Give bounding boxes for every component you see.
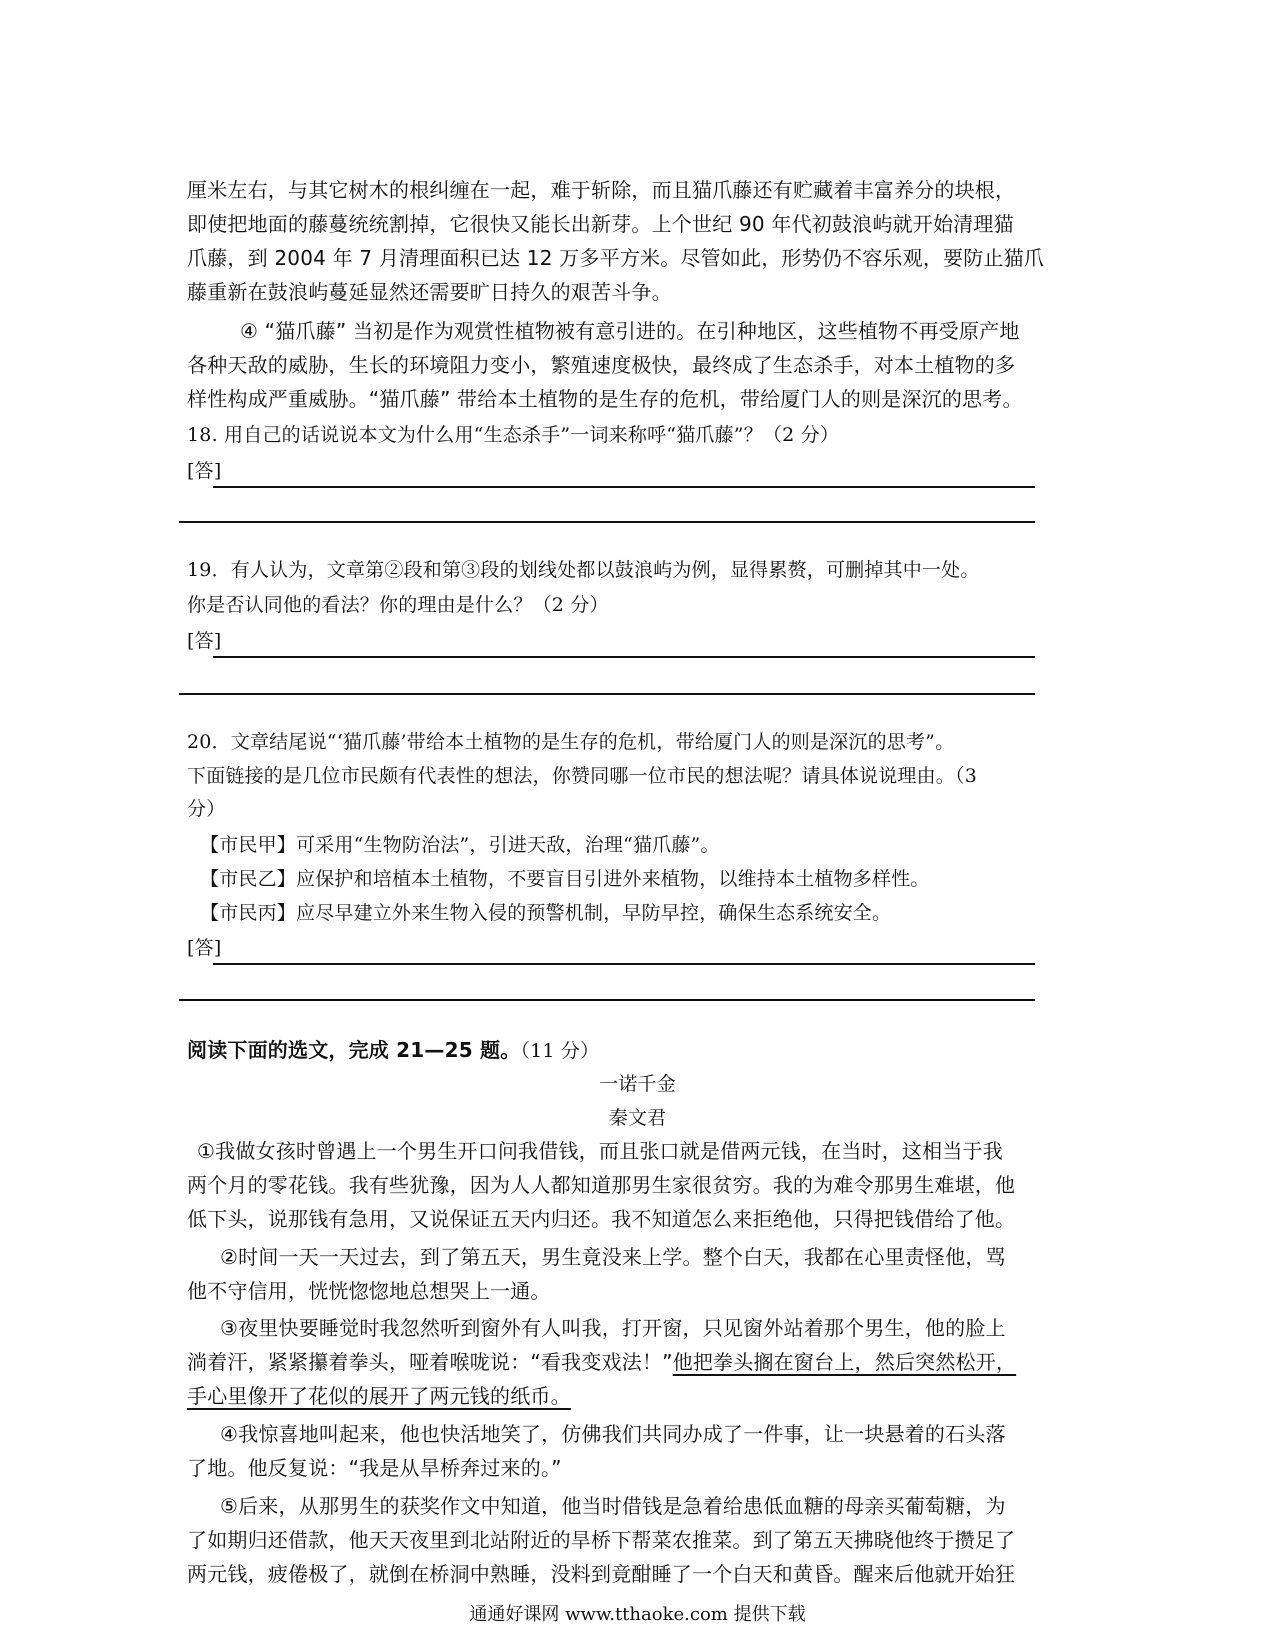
answer-line <box>213 963 1035 965</box>
answer-line <box>179 521 1035 523</box>
paragraph-4-line: 样性构成严重威胁。“猫爪藤” 带给本土植物的是生存的危机，带给厦门人的则是深沉的思考。 <box>187 387 1023 411</box>
section-score: （11 分） <box>520 1040 600 1062</box>
answer-label: [答] <box>187 937 222 959</box>
passage-line: 即使把地面的藤蔓统统割掉，它很快又能长出新芽。上个世纪 90 年代初鼓浪屿就开始清理猫 <box>187 212 1014 236</box>
passage-line: 爪藤，到 2004 年 7 月清理面积已达 12 万多平方米。尽管如此，形势仍不容乐观，要防止猫爪 <box>187 246 1045 270</box>
paragraph-4-line: 各种天敌的威胁，生长的环境阻力变小，繁殖速度极快，最终成了生态杀手，对本土植物的多 <box>187 353 1016 377</box>
passage-line: 藤重新在鼓浪屿蔓延显然还需要旷日持久的艰苦斗争。 <box>187 280 672 304</box>
question-20-line: 分） <box>187 798 226 820</box>
opinion-item: 【市民甲】可采用“生物防治法”，引进天敌，治理“猫爪藤”。 <box>200 834 720 856</box>
paragraph-4-line: 了地。他反复说：“我是从旱桥奔过来的。” <box>187 1456 562 1480</box>
paragraph-5-line: ⑤后来，从那男生的获奖作文中知道，他当时借钱是急着给患低血糖的母亲买葡萄糖，为 <box>220 1494 1006 1518</box>
paragraph-3-line: ③夜里快要睡觉时我忽然听到窗外有人叫我，打开窗，只见窗外站着那个男生，他的脸上 <box>220 1316 1006 1340</box>
paragraph-1-line: 低下头，说那钱有急用，又说保证五天内归还。我不知道怎么来拒绝他，只得把钱借给了他。 <box>187 1207 1016 1231</box>
article-author: 秦文君 <box>608 1107 667 1129</box>
paragraph-3-text: 淌着汗，紧紧攥着拳头，哑着喉咙说：“看我变戏法！” <box>187 1350 673 1374</box>
passage-line: 厘米左右，与其它树木的根纠缠在一起，难于斩除，而且猫爪藤还有贮藏着丰富养分的块根， <box>187 178 1016 202</box>
section-heading <box>187 1033 1087 1068</box>
paragraph-1-line: 两个月的零花钱。我有些犹豫，因为人人都知道那男生家很贫穷。我的为难令那男生难堪，他 <box>187 1173 1016 1197</box>
answer-label: [答] <box>187 460 222 482</box>
paragraph-4-line: ④ “猫爪藤” 当初是作为观赏性植物被有意引进的。在引种地区，这些植物不再受原产地 <box>240 319 1020 343</box>
paragraph-5-line: 了如期归还借款，他天天夜里到北站附近的旱桥下帮菜农推菜。到了第五天拂晓他终于攒足了 <box>187 1528 1016 1552</box>
paragraph-4-line: ④我惊喜地叫起来，他也快活地笑了，仿佛我们共同办成了一件事，让一块悬着的石头落 <box>220 1422 1006 1446</box>
question-19-line: 19．有人认为，文章第②段和第③段的划线处都以鼓浪屿为例，显得累赘，可删掉其中一处。 <box>187 559 980 581</box>
paragraph-2-line: 他不守信用，恍恍惚惚地总想哭上一通。 <box>187 1279 551 1303</box>
answer-label: [答] <box>187 630 222 652</box>
paragraph-3-line <box>187 1379 1087 1413</box>
answer-line <box>213 656 1035 658</box>
article-title: 一诺千金 <box>599 1073 676 1095</box>
paragraph-1-line: ①我做女孩时曾遇上一个男生开口问我借钱，而且张口就是借两元钱，在当时，这相当于我 <box>197 1139 1003 1163</box>
answer-line <box>179 693 1035 695</box>
section-heading-text: 阅读下面的选文，完成 21—25 题。 <box>187 1038 521 1062</box>
opinion-item: 【市民丙】应尽早建立外来生物入侵的预警机制，早防早控，确保生态系统安全。 <box>200 902 892 924</box>
paragraph-2-line: ②时间一天一天过去，到了第五天，男生竟没来上学。整个白天，我都在心里责怪他，骂 <box>220 1245 1006 1269</box>
underlined-text: 手心里像开了花似的展开了两元钱的纸币。 <box>187 1384 571 1408</box>
question-20-line: 下面链接的是几位市民颇有代表性的想法，你赞同哪一位市民的想法呢？请具体说说理由。（3 <box>187 765 977 787</box>
paragraph-3-line <box>187 1345 1087 1379</box>
question-20-line: 20．文章结尾说“‘猫爪藤’带给本土植物的是生存的危机，带给厦门人的则是深沉的思考”。 <box>187 731 955 753</box>
page-footer: 通通好课网 www.tthaoke.com 提供下载 <box>469 1604 806 1625</box>
answer-line <box>213 486 1035 488</box>
paragraph-5-line: 两元钱，疲倦极了，就倒在桥洞中熟睡，没料到竟酣睡了一个白天和黄昏。醒来后他就开始狂 <box>187 1562 1016 1586</box>
underlined-text: 他把拳头搁在窗台上，然后突然松开， <box>672 1350 1017 1374</box>
question-19-line: 你是否认同他的看法？你的理由是什么？（2 分） <box>187 594 609 616</box>
opinion-item: 【市民乙】应保护和培植本土植物，不要盲目引进外来植物，以维持本土植物多样性。 <box>200 868 930 890</box>
answer-line <box>179 999 1035 1001</box>
question-18: 18. 用自己的话说说本文为什么用“生态杀手”一词来称呼“猫爪藤”？（2 分） <box>187 424 840 446</box>
